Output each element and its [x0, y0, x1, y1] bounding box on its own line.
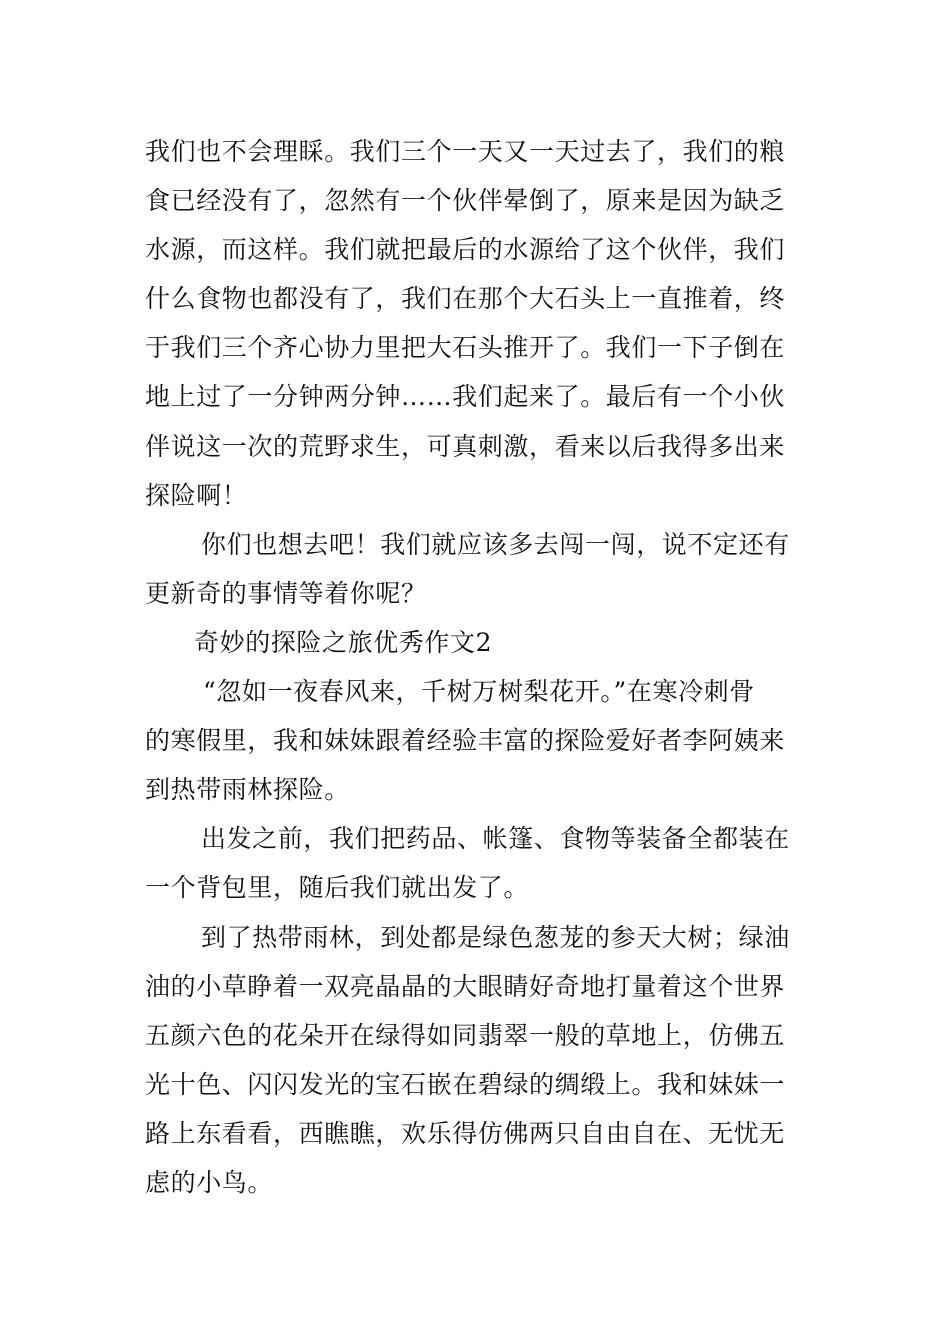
paragraph-line: 水源，而这样。我们就把最后的水源给了这个伙伴，我们 — [145, 235, 786, 265]
paragraph-line: 地上过了一分钟两分钟……我们起来了。最后有一个小伙 — [145, 382, 786, 412]
paragraph-line: 的寒假里，我和妹妹跟着经验丰富的探险爱好者李阿姨来 — [145, 726, 786, 756]
paragraph-line: 一个背包里，随后我们就出发了。 — [145, 873, 530, 903]
paragraph-line: 你们也想去吧！我们就应该多去闯一闯，说不定还有 — [201, 529, 790, 559]
paragraph-line: 于我们三个齐心协力里把大石头推开了。我们一下子倒在 — [145, 333, 786, 363]
paragraph-line: 到了热带雨林，到处都是绿色葱茏的参天大树；绿油 — [201, 922, 790, 952]
paragraph-line: 探险啊！ — [145, 480, 248, 510]
paragraph-line: 我们也不会理睬。我们三个一天又一天过去了，我们的粮 — [145, 137, 786, 166]
paragraph-line: 虑的小鸟。 — [145, 1167, 274, 1197]
paragraph-line: 食已经没有了，忽然有一个伙伴晕倒了，原来是因为缺乏 — [145, 186, 786, 216]
paragraph-line: 路上东看看，西瞧瞧，欢乐得仿佛两只自由自在、无忧无 — [145, 1118, 786, 1148]
document-body — [145, 127, 810, 1207]
paragraph-line: 什么食物也都没有了，我们在那个大石头上一直推着，终 — [145, 284, 786, 314]
paragraph-line: 油的小草睁着一双亮晶晶的大眼睛好奇地打量着这个世界 — [145, 971, 786, 1001]
paragraph-line: 出发之前，我们把药品、帐篷、食物等装备全都装在 — [201, 824, 790, 854]
paragraph-line: 更新奇的事情等着你呢？ — [145, 578, 427, 608]
paragraph-line: 到热带雨林探险。 — [145, 775, 350, 805]
paragraph-line: 伴说这一次的荒野求生，可真刺激，看来以后我得多出来 — [145, 431, 786, 461]
section-heading: 奇妙的探险之旅优秀作文2 — [194, 627, 493, 657]
paragraph-line: 五颜六色的花朵开在绿得如同翡翠一般的草地上，仿佛五 — [145, 1020, 786, 1050]
paragraph-line: 光十色、闪闪发光的宝石嵌在碧绿的绸缎上。我和妹妹一 — [145, 1069, 786, 1099]
paragraph-line: “忽如一夜春风来，千树万树梨花开。”在寒冷刺骨 — [203, 677, 755, 707]
